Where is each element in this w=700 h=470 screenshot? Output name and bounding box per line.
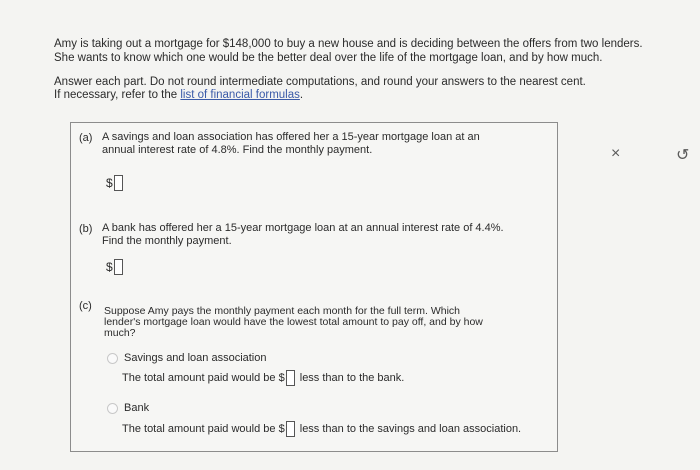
option-savings-suffix: less than to the bank.	[299, 371, 405, 384]
part-b-answer	[106, 259, 123, 275]
part-c-line-3: much?	[104, 327, 136, 339]
option-bank[interactable]	[107, 402, 149, 414]
problem-intro	[54, 37, 694, 65]
part-c-line-2: lender's mortgage loan would have the lowest total amount to pay off, and by how	[104, 316, 483, 328]
part-c-line-1: Suppose Amy pays the monthly payment each month for the full term. Which	[104, 305, 461, 317]
option-bank-label: Bank	[124, 402, 150, 414]
part-a-answer	[106, 175, 123, 191]
part-a-line-2: annual interest rate of 4.8%. Find the monthly payment.	[102, 143, 373, 156]
option-savings-label: Savings and loan association	[124, 352, 267, 364]
part-a-currency: $	[106, 176, 113, 190]
part-a-label: (a)	[79, 132, 93, 144]
part-a-question	[102, 131, 552, 156]
part-c-question	[104, 306, 549, 339]
option-bank-currency: $	[278, 422, 285, 435]
option-bank-statement	[122, 421, 521, 437]
undo-button[interactable]: ↺	[676, 147, 690, 164]
option-bank-radio[interactable]	[107, 403, 118, 414]
financial-formulas-link[interactable]: list of financial formulas	[180, 89, 300, 101]
answer-panel	[70, 122, 558, 452]
part-b-currency: $	[106, 260, 113, 274]
option-savings-currency: $	[278, 371, 285, 384]
part-c-label: (c)	[79, 300, 92, 312]
option-bank-amount-input[interactable]	[286, 421, 295, 437]
part-b-label: (b)	[79, 223, 93, 235]
instructions-prefix: If necessary, refer to the	[54, 89, 178, 101]
option-savings-prefix: The total amount paid would be	[122, 371, 276, 384]
part-b-answer-input[interactable]	[114, 259, 123, 275]
option-bank-prefix: The total amount paid would be	[122, 422, 276, 435]
clear-button[interactable]: ×	[611, 145, 621, 162]
part-b-line-1: A bank has offered her a 15-year mortgage loan at an annual interest rate of 4.4%.	[102, 222, 504, 234]
option-savings-amount-input[interactable]	[286, 370, 295, 386]
instructions-suffix: .	[299, 89, 304, 101]
option-bank-suffix: less than to the savings and loan association.	[299, 422, 522, 435]
option-savings-and-loan[interactable]	[107, 352, 266, 364]
instructions	[54, 76, 694, 102]
instructions-line-2	[54, 89, 694, 102]
part-b-line-2: Find the monthly payment.	[102, 234, 232, 247]
intro-line-1: Amy is taking out a mortgage for $148,000 to buy a new house and is deciding between the offers from two lenders.	[54, 38, 643, 50]
part-a-answer-input[interactable]	[114, 175, 123, 191]
intro-line-2: She wants to know which one would be the better deal over the life of the mortgage loan, and by how much.	[54, 52, 603, 64]
option-savings-statement	[122, 370, 404, 386]
option-savings-radio[interactable]	[107, 353, 118, 364]
instructions-line-1: Answer each part. Do not round intermediate computations, and round your answers to the nearest cent.	[54, 76, 586, 88]
part-b-question	[102, 222, 552, 247]
part-a-line-1: A savings and loan association has offered her a 15-year mortgage loan at an	[102, 131, 480, 143]
